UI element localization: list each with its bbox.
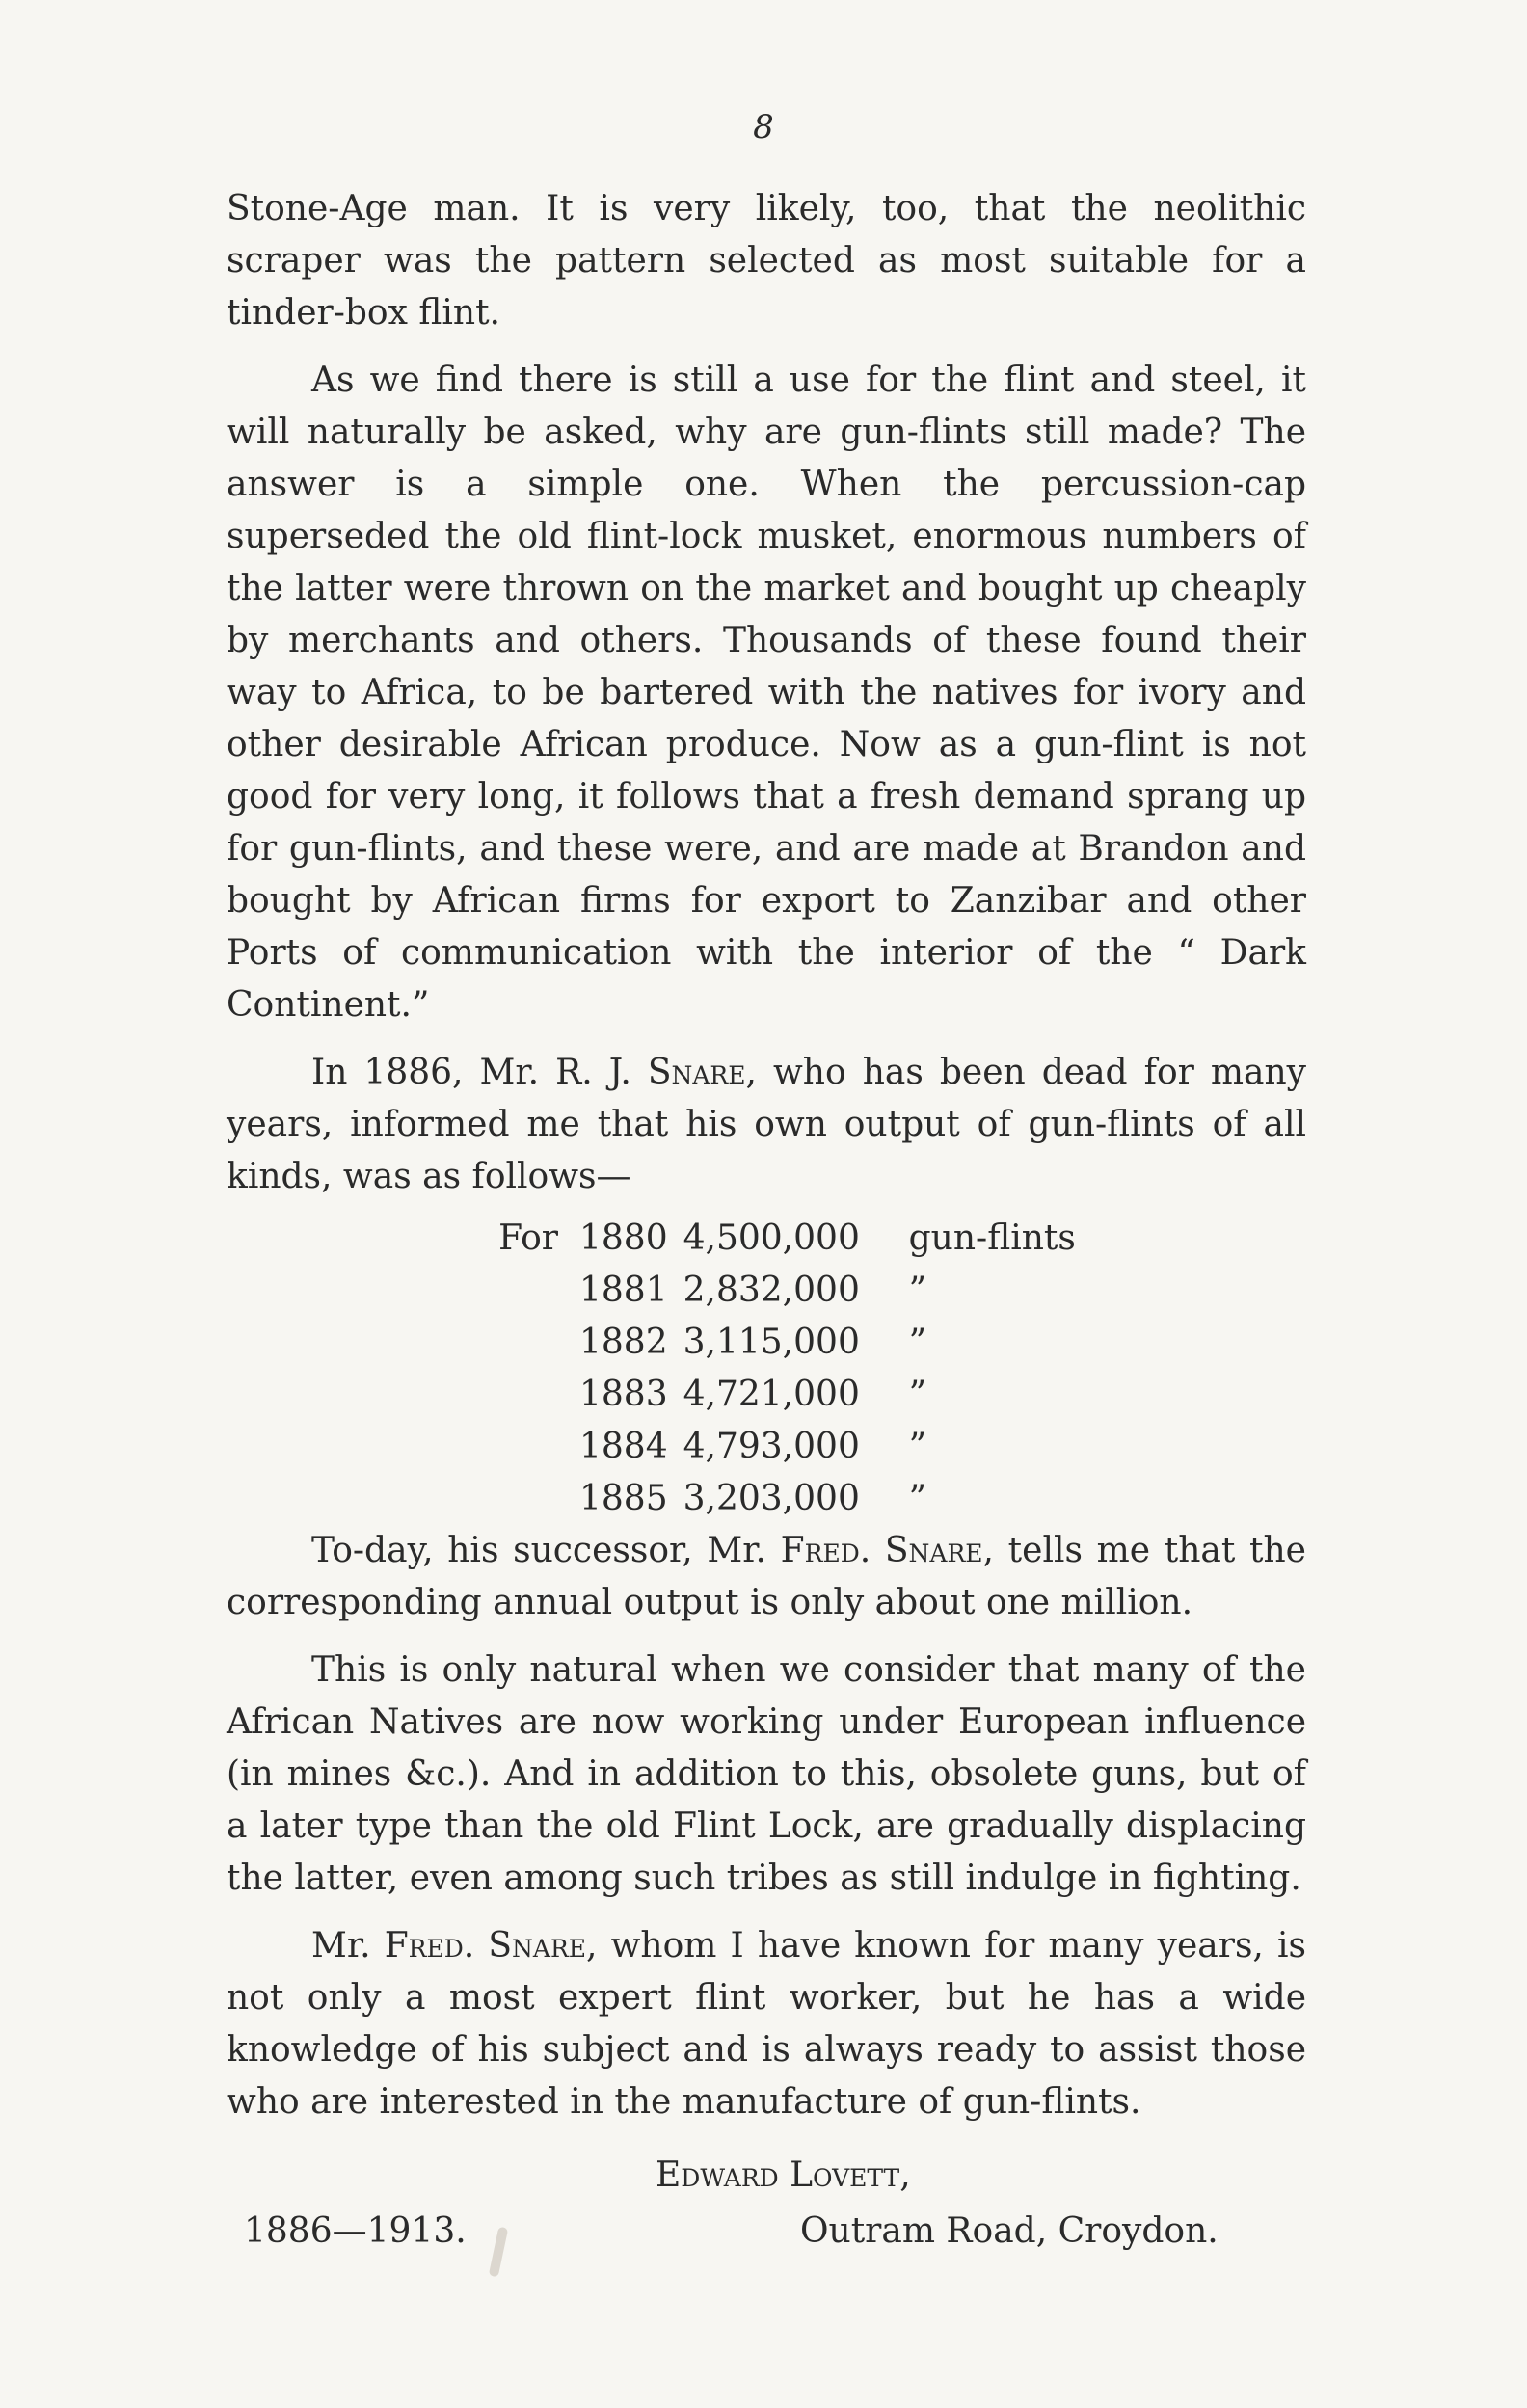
output-row [475, 1317, 1084, 1369]
paragraph-today [227, 1525, 1306, 1629]
output-row [475, 1369, 1084, 1421]
output-lead [475, 1369, 572, 1421]
snare-text-pre: In 1886, Mr. R. J. [311, 1053, 648, 1092]
signature-dates: 1886—1913. [244, 2211, 467, 2251]
snare-name: Snare [647, 1053, 746, 1092]
output-unit: ” [908, 1479, 927, 1518]
output-row [475, 1265, 1084, 1317]
output-quantity: 3,203,000 [683, 1479, 860, 1518]
output-unit: ” [908, 1271, 927, 1310]
output-table [475, 1213, 1084, 1525]
output-row [475, 1473, 1084, 1525]
output-quantity: 2,832,000 [683, 1271, 860, 1310]
signature-name: Edward Lovett, [656, 2155, 911, 2195]
snare-text-post: , who has been dead for many years, informed me that his own output of gun-flints of all kinds, was as follows— [227, 1053, 1306, 1196]
output-year: 1885 [579, 1479, 668, 1518]
output-quantity: 3,115,000 [683, 1323, 860, 1362]
output-year: 1883 [579, 1375, 668, 1414]
output-unit: gun-flints [908, 1218, 1076, 1258]
output-quantity: 4,500,000 [683, 1218, 860, 1258]
paragraph-fred-snare [227, 1920, 1306, 2128]
output-lead: For [498, 1218, 558, 1258]
signature-block [227, 2148, 1306, 2263]
output-year: 1884 [579, 1427, 668, 1466]
fred-name-first: Fred. [384, 1926, 475, 1966]
output-row [475, 1213, 1084, 1265]
output-row [475, 1421, 1084, 1473]
output-lead [475, 1317, 572, 1369]
output-lead [475, 1421, 572, 1473]
output-lead [475, 1265, 572, 1317]
paragraph-snare-1886 [227, 1047, 1306, 1203]
paragraph-stone-age: Stone-Age man. It is very likely, too, that the neolithic scraper was the pattern selected as most suitable for a tinder-box flint. [227, 189, 1306, 333]
output-year: 1880 [579, 1218, 668, 1258]
output-quantity: 4,793,000 [683, 1427, 860, 1466]
fred-text-pre: Mr. [311, 1926, 385, 1966]
output-year: 1881 [579, 1271, 668, 1310]
fred-name-last: Snare [488, 1926, 587, 1966]
output-unit: ” [908, 1427, 927, 1466]
signature-address: Outram Road, Croydon. [800, 2211, 1219, 2251]
paragraph-natural: This is only natural when we consider that many of the African Natives are now working under European influence (in mines &c.). And in addition to this, obsolete guns, but of a later type than the old Flint Lock, are gradually displacing the latter, even among such tribes as still indulge in fighting. [227, 1650, 1306, 1898]
today-text-post: , tells me that the corresponding annual output is only about one million. [227, 1531, 1306, 1622]
output-lead [475, 1473, 572, 1525]
today-name-first: Fred. [780, 1531, 871, 1570]
today-name-last: Snare [884, 1531, 983, 1570]
paragraph-gun-flints: As we find there is still a use for the flint and steel, it will naturally be asked, why are gun-flints still made? The answer is a simple one. When the percussion-cap superseded the old flint-lock musket, enormous numbers of the latter were thrown on the market and bought up cheaply by merchants and others. Thousands of these found their way to Africa, to be bartered with the natives for ivory and other desirable African produce. Now as a gun-flint is not good for very long, it follows that a fresh demand sprang up for gun-flints, and these were, and are made at Brandon and bought by African firms for export to Zanzibar and other Ports of communication with the interior of the “ Dark Continent.” [227, 361, 1306, 1025]
output-unit: ” [908, 1323, 927, 1362]
fred-text-post: , whom I have known for many years, is not only a most expert flint worker, but he has a wide knowledge of his subject and is always ready to assist those who are interested in the manufacture of gun-flints. [227, 1926, 1306, 2122]
today-text-pre: To-day, his successor, Mr. [311, 1531, 781, 1570]
output-unit: ” [908, 1375, 927, 1414]
output-quantity: 4,721,000 [683, 1375, 860, 1414]
page-number: 8 [753, 108, 774, 147]
body-text [227, 183, 1306, 2263]
output-year: 1882 [579, 1323, 668, 1362]
